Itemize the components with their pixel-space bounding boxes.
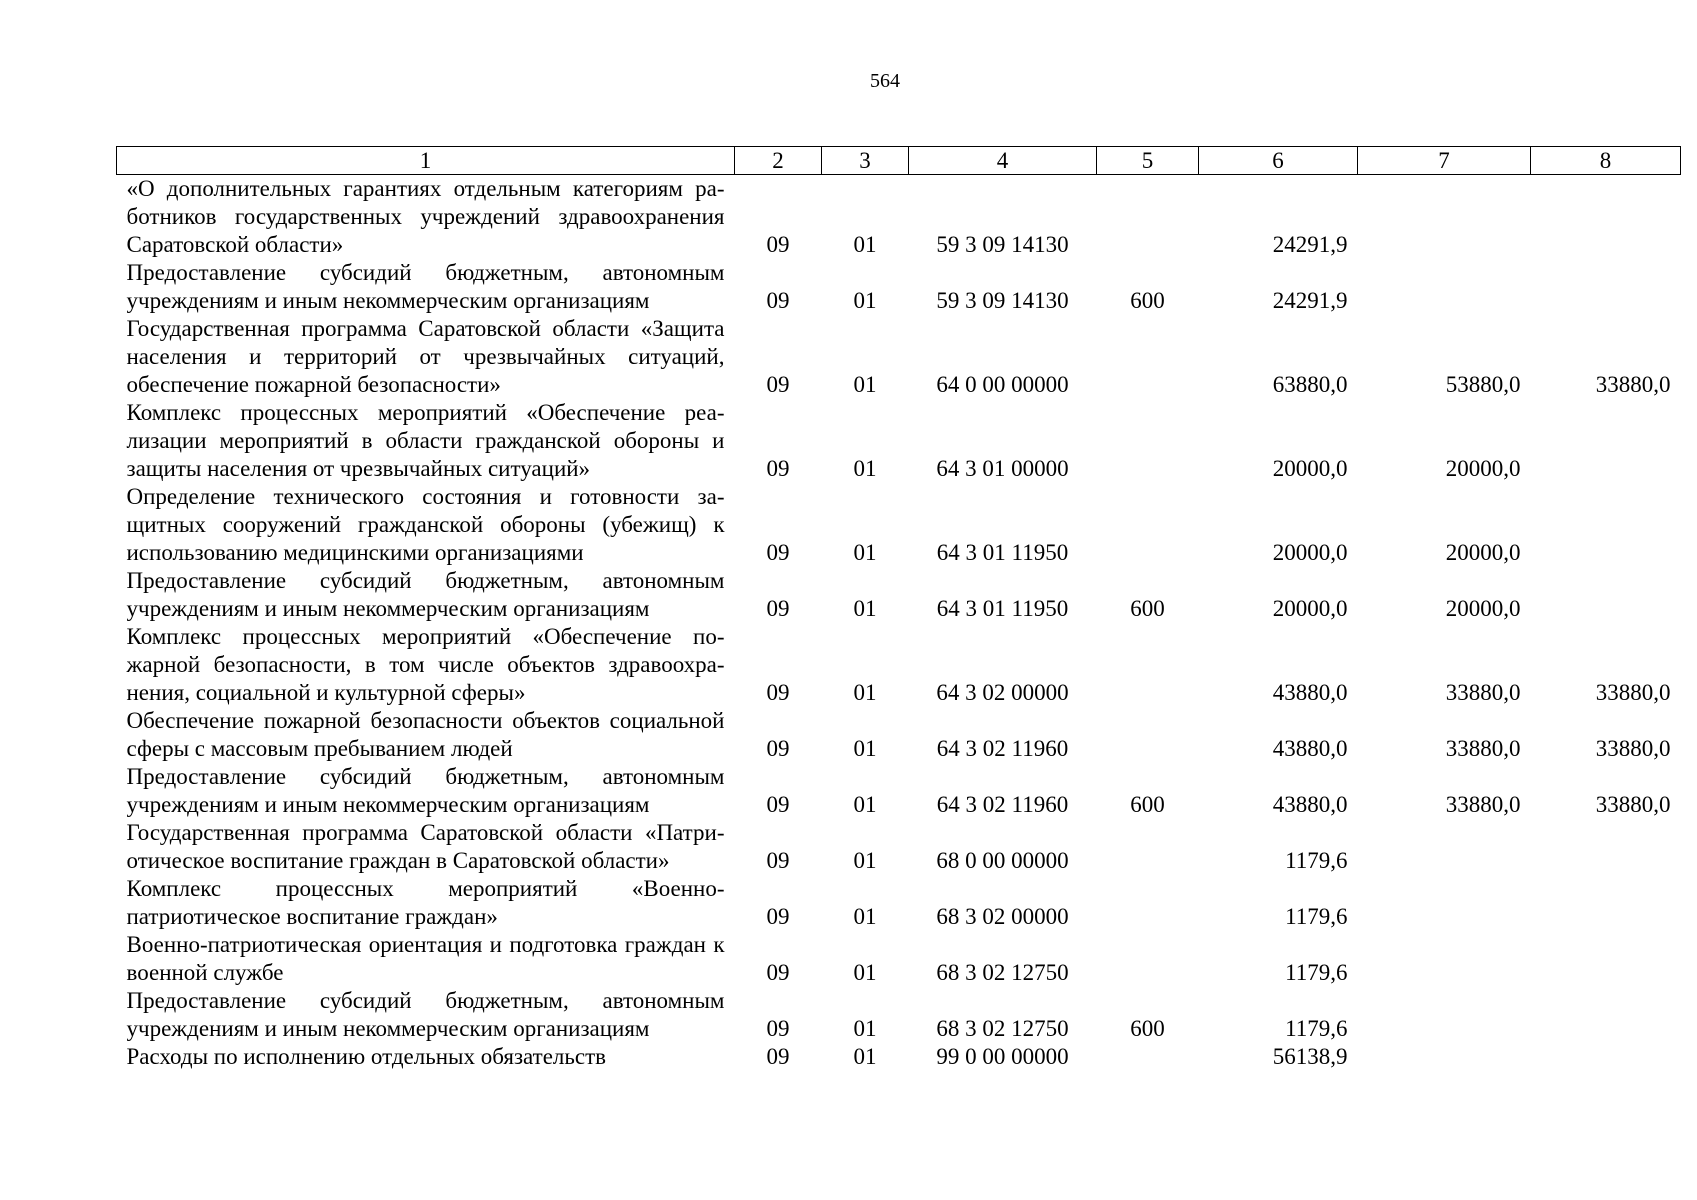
target-article-cell: 68 0 00 00000 <box>936 848 1069 873</box>
amount-col-8-cell <box>1531 483 1681 567</box>
table-row <box>117 175 1681 260</box>
section-code-cell: 09 <box>766 960 790 985</box>
amount-col-6-cell: 1179,6 <box>1285 848 1348 873</box>
subsection-code-cell: 01 <box>853 848 877 873</box>
amount-col-6-cell: 63880,0 <box>1272 372 1348 397</box>
amount-col-6-cell: 20000,0 <box>1272 596 1348 621</box>
section-code-cell: 09 <box>766 1016 790 1041</box>
subsection-code-cell: 01 <box>853 456 877 481</box>
amount-col-7-cell <box>1358 987 1531 1043</box>
target-article-cell: 64 0 00 00000 <box>936 372 1069 397</box>
expense-type-cell: 600 <box>1130 596 1165 621</box>
subsection-code-cell: 01 <box>853 288 877 313</box>
target-article-cell: 59 3 09 14130 <box>936 232 1069 257</box>
table-row <box>117 931 1681 987</box>
amount-col-7-cell: 53880,0 <box>1445 372 1521 397</box>
subsection-code-cell: 01 <box>853 540 877 565</box>
header-col-4: 4 <box>909 147 1097 175</box>
amount-col-8-cell <box>1531 175 1681 260</box>
header-col-6: 6 <box>1199 147 1358 175</box>
amount-col-8-cell <box>1531 819 1681 875</box>
amount-col-8-cell <box>1531 259 1681 315</box>
header-col-1: 1 <box>117 147 735 175</box>
header-row <box>117 147 1681 175</box>
amount-col-8-cell: 33880,0 <box>1595 736 1671 761</box>
amount-col-8-cell <box>1531 931 1681 987</box>
subsection-code-cell: 01 <box>853 596 877 621</box>
amount-col-6-cell: 43880,0 <box>1272 680 1348 705</box>
amount-col-7-cell <box>1358 875 1531 931</box>
amount-col-6-cell: 1179,6 <box>1285 904 1348 929</box>
amount-col-8-cell <box>1531 875 1681 931</box>
table-row <box>117 707 1681 763</box>
target-article-cell: 68 3 02 00000 <box>936 904 1069 929</box>
amount-col-7-cell: 20000,0 <box>1445 540 1521 565</box>
section-code-cell: 09 <box>766 680 790 705</box>
expense-name-cell: Комплекс процессных мероприятий «Обеспечение реализации мероприятий в области гражданской обороны и защиты населения от чрезвычайных ситуаций» <box>126 400 725 481</box>
header-col-7: 7 <box>1358 147 1531 175</box>
expense-type-cell <box>1097 315 1199 399</box>
amount-col-7-cell: 33880,0 <box>1445 736 1521 761</box>
target-article-cell: 64 3 01 11950 <box>936 596 1069 621</box>
subsection-code-cell: 01 <box>853 1044 877 1069</box>
header-col-8: 8 <box>1531 147 1681 175</box>
amount-col-6-cell: 24291,9 <box>1272 232 1348 257</box>
table-row <box>117 987 1681 1043</box>
amount-col-7-cell <box>1358 1043 1531 1071</box>
amount-col-8-cell: 33880,0 <box>1595 792 1671 817</box>
subsection-code-cell: 01 <box>853 792 877 817</box>
amount-col-7-cell: 33880,0 <box>1445 680 1521 705</box>
amount-col-6-cell: 1179,6 <box>1285 1016 1348 1041</box>
expense-name-cell: Расходы по исполнению отдельных обязательств <box>126 1044 606 1069</box>
expense-type-cell <box>1097 875 1199 931</box>
table-body <box>117 175 1681 1072</box>
section-code-cell: 09 <box>766 736 790 761</box>
table-row <box>117 399 1681 483</box>
target-article-cell: 64 3 02 11960 <box>936 792 1069 817</box>
amount-col-6-cell: 56138,9 <box>1272 1044 1348 1069</box>
subsection-code-cell: 01 <box>853 232 877 257</box>
amount-col-7-cell: 33880,0 <box>1445 792 1521 817</box>
subsection-code-cell: 01 <box>853 372 877 397</box>
section-code-cell: 09 <box>766 372 790 397</box>
table-row <box>117 763 1681 819</box>
amount-col-7-cell: 20000,0 <box>1445 596 1521 621</box>
amount-col-8-cell: 33880,0 <box>1595 372 1671 397</box>
table-row <box>117 819 1681 875</box>
table-row <box>117 567 1681 623</box>
amount-col-6-cell: 43880,0 <box>1272 792 1348 817</box>
expense-name-cell: Обеспечение пожарной безопасности объектов социальной сферы с массовым пребыванием людей <box>126 708 725 761</box>
expense-type-cell <box>1097 483 1199 567</box>
amount-col-7-cell: 20000,0 <box>1445 456 1521 481</box>
expense-type-cell <box>1097 399 1199 483</box>
section-code-cell: 09 <box>766 848 790 873</box>
section-code-cell: 09 <box>766 596 790 621</box>
page-number: 564 <box>870 70 900 92</box>
expense-name-cell: Предоставление субсидий бюджетным, автономным учреждениям и иным некоммерческим организациям <box>126 568 725 621</box>
section-code-cell: 09 <box>766 232 790 257</box>
expense-name-cell: Государственная программа Саратовской области «Патриотическое воспитание граждан в Саратовской области» <box>126 820 725 873</box>
table-row <box>117 623 1681 707</box>
section-code-cell: 09 <box>766 792 790 817</box>
expense-name-cell: Определение технического состояния и готовности защитных сооружений гражданской обороны (убежищ) к использованию медицинскими организациями <box>126 484 725 565</box>
target-article-cell: 64 3 01 11950 <box>936 540 1069 565</box>
expense-type-cell <box>1097 1043 1199 1071</box>
subsection-code-cell: 01 <box>853 1016 877 1041</box>
subsection-code-cell: 01 <box>853 736 877 761</box>
expense-type-cell: 600 <box>1130 1016 1165 1041</box>
target-article-cell: 99 0 00 00000 <box>936 1044 1069 1069</box>
target-article-cell: 64 3 02 00000 <box>936 680 1069 705</box>
amount-col-8-cell <box>1531 567 1681 623</box>
target-article-cell: 64 3 01 00000 <box>936 456 1069 481</box>
amount-col-6-cell: 20000,0 <box>1272 540 1348 565</box>
budget-table <box>116 146 1681 1071</box>
amount-col-8-cell <box>1531 1043 1681 1071</box>
section-code-cell: 09 <box>766 1044 790 1069</box>
table-row <box>117 483 1681 567</box>
expense-type-cell <box>1097 707 1199 763</box>
section-code-cell: 09 <box>766 904 790 929</box>
amount-col-7-cell <box>1358 819 1531 875</box>
amount-col-6-cell: 43880,0 <box>1272 736 1348 761</box>
subsection-code-cell: 01 <box>853 680 877 705</box>
header-col-2: 2 <box>735 147 822 175</box>
table-row <box>117 1043 1681 1071</box>
expense-name-cell: Предоставление субсидий бюджетным, автономным учреждениям и иным некоммерческим организациям <box>126 988 725 1041</box>
expense-type-cell: 600 <box>1130 288 1165 313</box>
table-row <box>117 875 1681 931</box>
section-code-cell: 09 <box>766 456 790 481</box>
amount-col-7-cell <box>1358 175 1531 260</box>
expense-name-cell: Комплекс процессных мероприятий «Обеспечение пожарной безопасности, в том числе объектов здравоохранения, социальной и культурной сферы» <box>126 624 725 705</box>
expense-type-cell <box>1097 623 1199 707</box>
header-col-3: 3 <box>822 147 909 175</box>
amount-col-6-cell: 24291,9 <box>1272 288 1348 313</box>
expense-name-cell: Предоставление субсидий бюджетным, автономным учреждениям и иным некоммерческим организациям <box>126 260 725 313</box>
section-code-cell: 09 <box>766 540 790 565</box>
table-row <box>117 259 1681 315</box>
expense-type-cell <box>1097 175 1199 260</box>
amount-col-6-cell: 1179,6 <box>1285 960 1348 985</box>
target-article-cell: 59 3 09 14130 <box>936 288 1069 313</box>
expense-name-cell: Государственная программа Саратовской области «Защита населения и территорий от чрезвычайных ситуаций, обеспечение пожарной безопасности» <box>126 316 725 397</box>
expense-name-cell: «О дополнительных гарантиях отдельным категориям работников государственных учреждений здравоохранения Саратовской области» <box>126 176 725 257</box>
amount-col-8-cell: 33880,0 <box>1595 680 1671 705</box>
subsection-code-cell: 01 <box>853 904 877 929</box>
subsection-code-cell: 01 <box>853 960 877 985</box>
expense-name-cell: Комплекс процессных мероприятий «Военно-патриотическое воспитание граждан» <box>126 876 725 929</box>
target-article-cell: 64 3 02 11960 <box>936 736 1069 761</box>
section-code-cell: 09 <box>766 288 790 313</box>
expense-name-cell: Военно-патриотическая ориентация и подготовка граждан к военной службе <box>126 932 725 985</box>
expense-type-cell <box>1097 931 1199 987</box>
target-article-cell: 68 3 02 12750 <box>936 960 1069 985</box>
expense-type-cell <box>1097 819 1199 875</box>
expense-type-cell: 600 <box>1130 792 1165 817</box>
target-article-cell: 68 3 02 12750 <box>936 1016 1069 1041</box>
amount-col-7-cell <box>1358 259 1531 315</box>
amount-col-6-cell: 20000,0 <box>1272 456 1348 481</box>
table-row <box>117 315 1681 399</box>
amount-col-8-cell <box>1531 399 1681 483</box>
amount-col-7-cell <box>1358 931 1531 987</box>
expense-name-cell: Предоставление субсидий бюджетным, автономным учреждениям и иным некоммерческим организациям <box>126 764 725 817</box>
amount-col-8-cell <box>1531 987 1681 1043</box>
header-col-5: 5 <box>1097 147 1199 175</box>
table-header <box>117 147 1681 175</box>
